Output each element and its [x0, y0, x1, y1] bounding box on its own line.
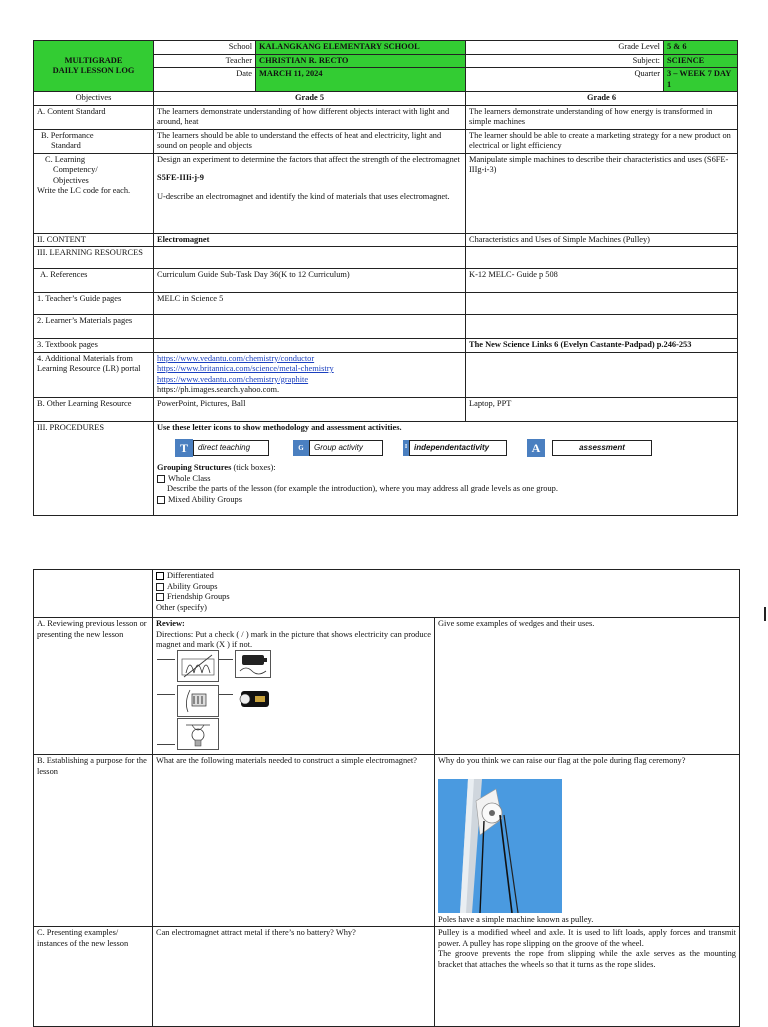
- date-label: Date: [154, 68, 256, 92]
- teacher-label: Teacher: [154, 54, 256, 68]
- nail-wire-icon: [178, 686, 218, 716]
- additional-materials-g6: [466, 352, 738, 397]
- quarter-value: 3 – WEEK 7 DAY 1: [664, 68, 738, 92]
- examples-g6-p2: The groove prevents the rope from slipping while the axle serves as the mounting bracket that attaches the wheels so that it turns as the rope slides.: [438, 949, 736, 969]
- purpose-label: B. Establishing a purpose for the lesson: [34, 755, 153, 927]
- review-directions: Directions: Put a check ( / ) mark in the picture that shows electricity can produce magnet and mark (X ) if not.: [156, 629, 431, 649]
- content-standard-g5: The learners demonstrate understanding of how different objects interact with light and around, heat: [154, 105, 466, 129]
- answer-line-5: [157, 744, 175, 745]
- learners-materials-label: 2. Learner’s Materials pages: [34, 315, 154, 339]
- date-value: MARCH 11, 2024: [256, 68, 466, 92]
- mixed-ability-checkbox-icon[interactable]: [157, 496, 165, 504]
- page-one: [0, 40, 768, 516]
- differentiated-label: Differentiated: [167, 571, 214, 580]
- direct-teaching-label: direct teaching: [193, 440, 269, 456]
- purpose-g6: [435, 755, 740, 927]
- learning-resources-g5: [154, 247, 466, 269]
- examples-g5: Can electromagnet attract metal if there’s no battery? Why?: [153, 927, 435, 1027]
- learning-resources-g6: [466, 247, 738, 269]
- title-line1: MULTIGRADE: [64, 55, 123, 65]
- procedures-table: [33, 569, 740, 1027]
- examples-g6-p1: Pulley is a modified wheel and axle. It is used to lift loads, apply forces and transmit power. A pulley has rope slipping on the groove of the wheel.: [438, 928, 736, 948]
- performance-label-1: B. Performance: [41, 130, 94, 140]
- other-resources-g6: Laptop, PPT: [466, 397, 738, 421]
- textbook-g6: The New Science Links 6 (Evelyn Castante-Padpad) p.246-253: [466, 339, 738, 353]
- t-letter-icon: T: [175, 439, 193, 457]
- grouping-structures: [157, 463, 734, 474]
- references-label: A. References: [34, 269, 154, 293]
- examples-g6: [435, 927, 740, 1027]
- reviewing-g6: Give some examples of wedges and their uses.: [435, 618, 740, 755]
- answer-line-4: [219, 694, 233, 695]
- other-specify: Other (specify): [156, 602, 207, 612]
- procedures-instruction: Use these letter icons to show methodology and assessment activities.: [157, 422, 402, 432]
- link-yahoo-images: https://ph.images.search.yahoo.com.: [157, 385, 280, 394]
- references-g6: K-12 MELC- Guide p 508: [466, 269, 738, 293]
- competency-label-3: Objectives: [53, 175, 89, 185]
- teachers-guide-label: 1. Teacher’s Guide pages: [34, 293, 154, 315]
- performance-standard-g6: The learner should be able to create a marketing strategy for a new product on electrical or light efficiency: [466, 129, 738, 153]
- link-graphite[interactable]: https://www.vedantu.com/chemistry/graphite: [157, 374, 309, 384]
- reviewing-g5: [153, 618, 435, 755]
- whole-class-checkbox-icon[interactable]: [157, 475, 165, 483]
- title-line2: DAILY LESSON LOG: [52, 66, 135, 75]
- coil-nail-picture: [177, 650, 219, 682]
- competency-label-4: Write the LC code for each.: [37, 186, 131, 195]
- lesson-log-table: [33, 40, 738, 516]
- review-title: Review:: [156, 619, 185, 628]
- content-g5: Electromagnet: [154, 233, 466, 247]
- g-letter-icon: G: [293, 440, 309, 456]
- nail-wire-picture: [177, 685, 219, 717]
- ability-groups-option[interactable]: [156, 582, 736, 593]
- learners-materials-g5: [154, 315, 466, 339]
- coil-nail-icon: [178, 651, 218, 681]
- subject-label: Subject:: [466, 54, 664, 68]
- mixed-ability-label: Mixed Ability Groups: [168, 494, 242, 504]
- textbook-label: 3. Textbook pages: [34, 339, 154, 353]
- purpose-g6-caption: Poles have a simple machine known as pulley.: [438, 914, 594, 924]
- competency-g5-line2: U-describe an electromagnet and identify the kind of materials that uses electromagnet.: [157, 191, 450, 201]
- i-letter-icon: I: [403, 440, 409, 456]
- friendship-groups-checkbox-icon[interactable]: [156, 593, 164, 601]
- teachers-guide-g6: [466, 293, 738, 315]
- teachers-guide-g5: MELC in Science 5: [154, 293, 466, 315]
- link-metal-chemistry[interactable]: https://www.britannica.com/science/metal-chemistry: [157, 364, 334, 373]
- answer-line-3: [157, 694, 175, 695]
- independent-activity-label: independentactivity: [409, 440, 507, 456]
- quarter-label: Quarter: [466, 68, 664, 92]
- purpose-g6-question: Why do you think we can raise our flag at the pole during flag ceremony?: [438, 756, 686, 765]
- grouping-blank-cell: [34, 570, 153, 618]
- assessment-label: assessment: [552, 440, 652, 456]
- light-bulb-icon: [178, 719, 218, 749]
- whole-class-option[interactable]: [157, 474, 734, 485]
- battery-bulb-picture: [235, 685, 271, 713]
- content-g6: Characteristics and Uses of Simple Machines (Pulley): [466, 233, 738, 247]
- whole-class-desc: Describe the parts of the lesson (for example the introduction), where you may address all grade levels as one group.: [167, 484, 558, 493]
- pulley-photo-icon: [438, 779, 562, 913]
- teacher-value: CHRISTIAN R. RECTO: [256, 54, 466, 68]
- performance-label-2: Standard: [51, 141, 81, 150]
- subject-value: SCIENCE: [664, 54, 738, 68]
- grouping-options: [153, 570, 740, 618]
- competency-g5-line1: Design an experiment to determine the factors that affect the strength of the electromagnet: [157, 154, 460, 164]
- grade-level-label: Grade Level: [466, 41, 664, 55]
- grade-level-value: 5 & 6: [664, 41, 738, 55]
- competency-label-2: Competency/: [53, 165, 98, 174]
- other-resources-label: B. Other Learning Resource: [34, 397, 154, 421]
- battery-coil-picture: [235, 650, 271, 678]
- procedures-label: III. PROCEDURES: [34, 421, 154, 515]
- flagpole-pulley-photo: [438, 779, 562, 913]
- learning-resources-label: III. LEARNING RESOURCES: [34, 247, 154, 269]
- performance-standard-g5: The learners should be able to understand the effects of heat and electricity, light and sound on people and objects: [154, 129, 466, 153]
- reviewing-label: A. Reviewing previous lesson or presenting the new lesson: [34, 618, 153, 755]
- battery-9v-icon: [235, 685, 271, 713]
- battery-icon: [236, 651, 270, 677]
- answer-line-1: [157, 659, 175, 660]
- objectives-heading: Objectives: [34, 92, 154, 106]
- learning-competency-g6: Manipulate simple machines to describe their characteristics and uses (S6FE-IIIg-i-3): [466, 153, 738, 233]
- group-activity-label: Group activity: [309, 440, 383, 456]
- friendship-groups-label: Friendship Groups: [167, 592, 230, 601]
- references-g5: Curriculum Guide Sub-Task Day 36(K to 12 Curriculum): [154, 269, 466, 293]
- bulb-picture: [177, 718, 219, 750]
- competency-g5-code: S5FE-IIIi-j-9: [157, 173, 204, 182]
- additional-materials-g5: [154, 352, 466, 397]
- method-icons: [175, 437, 734, 459]
- performance-standard-label: [34, 129, 154, 153]
- textbook-g5: [154, 339, 466, 353]
- grade6-heading: Grade 6: [466, 92, 738, 106]
- content-standard-g6: The learners demonstrate understanding of how energy is transformed in simple machines: [466, 105, 738, 129]
- grade5-heading: Grade 5: [154, 92, 466, 106]
- mixed-ability-option[interactable]: [157, 495, 734, 506]
- procedures-body: [154, 421, 738, 515]
- grouping-title: Grouping Structures: [157, 463, 232, 472]
- differentiated-checkbox-icon[interactable]: [156, 572, 164, 580]
- answer-line-2: [219, 659, 233, 660]
- link-conductor[interactable]: https://www.vedantu.com/chemistry/conductor: [157, 353, 315, 363]
- learners-materials-g6: [466, 315, 738, 339]
- differentiated-option[interactable]: [156, 571, 736, 582]
- page-two: [0, 569, 768, 1027]
- competency-label-1: C. Learning: [45, 154, 86, 164]
- ability-groups-checkbox-icon[interactable]: [156, 583, 164, 591]
- learning-competency-label: [34, 153, 154, 233]
- grouping-note: (tick boxes):: [231, 463, 276, 472]
- ability-groups-label: Ability Groups: [167, 581, 218, 591]
- learning-competency-g5: [154, 153, 466, 233]
- school-value: KALANGKANG ELEMENTARY SCHOOL: [256, 41, 466, 55]
- purpose-g5: What are the following materials needed to construct a simple electromagnet?: [153, 755, 435, 927]
- whole-class-label: Whole Class: [168, 473, 211, 483]
- title-cell: [34, 41, 154, 92]
- content-label: II. CONTENT: [34, 233, 154, 247]
- content-standard-label: A. Content Standard: [34, 105, 154, 129]
- examples-label: C. Presenting examples/ instances of the new lesson: [34, 927, 153, 1027]
- a-letter-icon: A: [527, 439, 545, 457]
- other-resources-g5: PowerPoint, Pictures, Ball: [154, 397, 466, 421]
- school-label: School: [154, 41, 256, 55]
- friendship-groups-option[interactable]: [156, 592, 736, 603]
- additional-materials-label: 4. Additional Materials from Learning Resource (LR) portal: [34, 352, 154, 397]
